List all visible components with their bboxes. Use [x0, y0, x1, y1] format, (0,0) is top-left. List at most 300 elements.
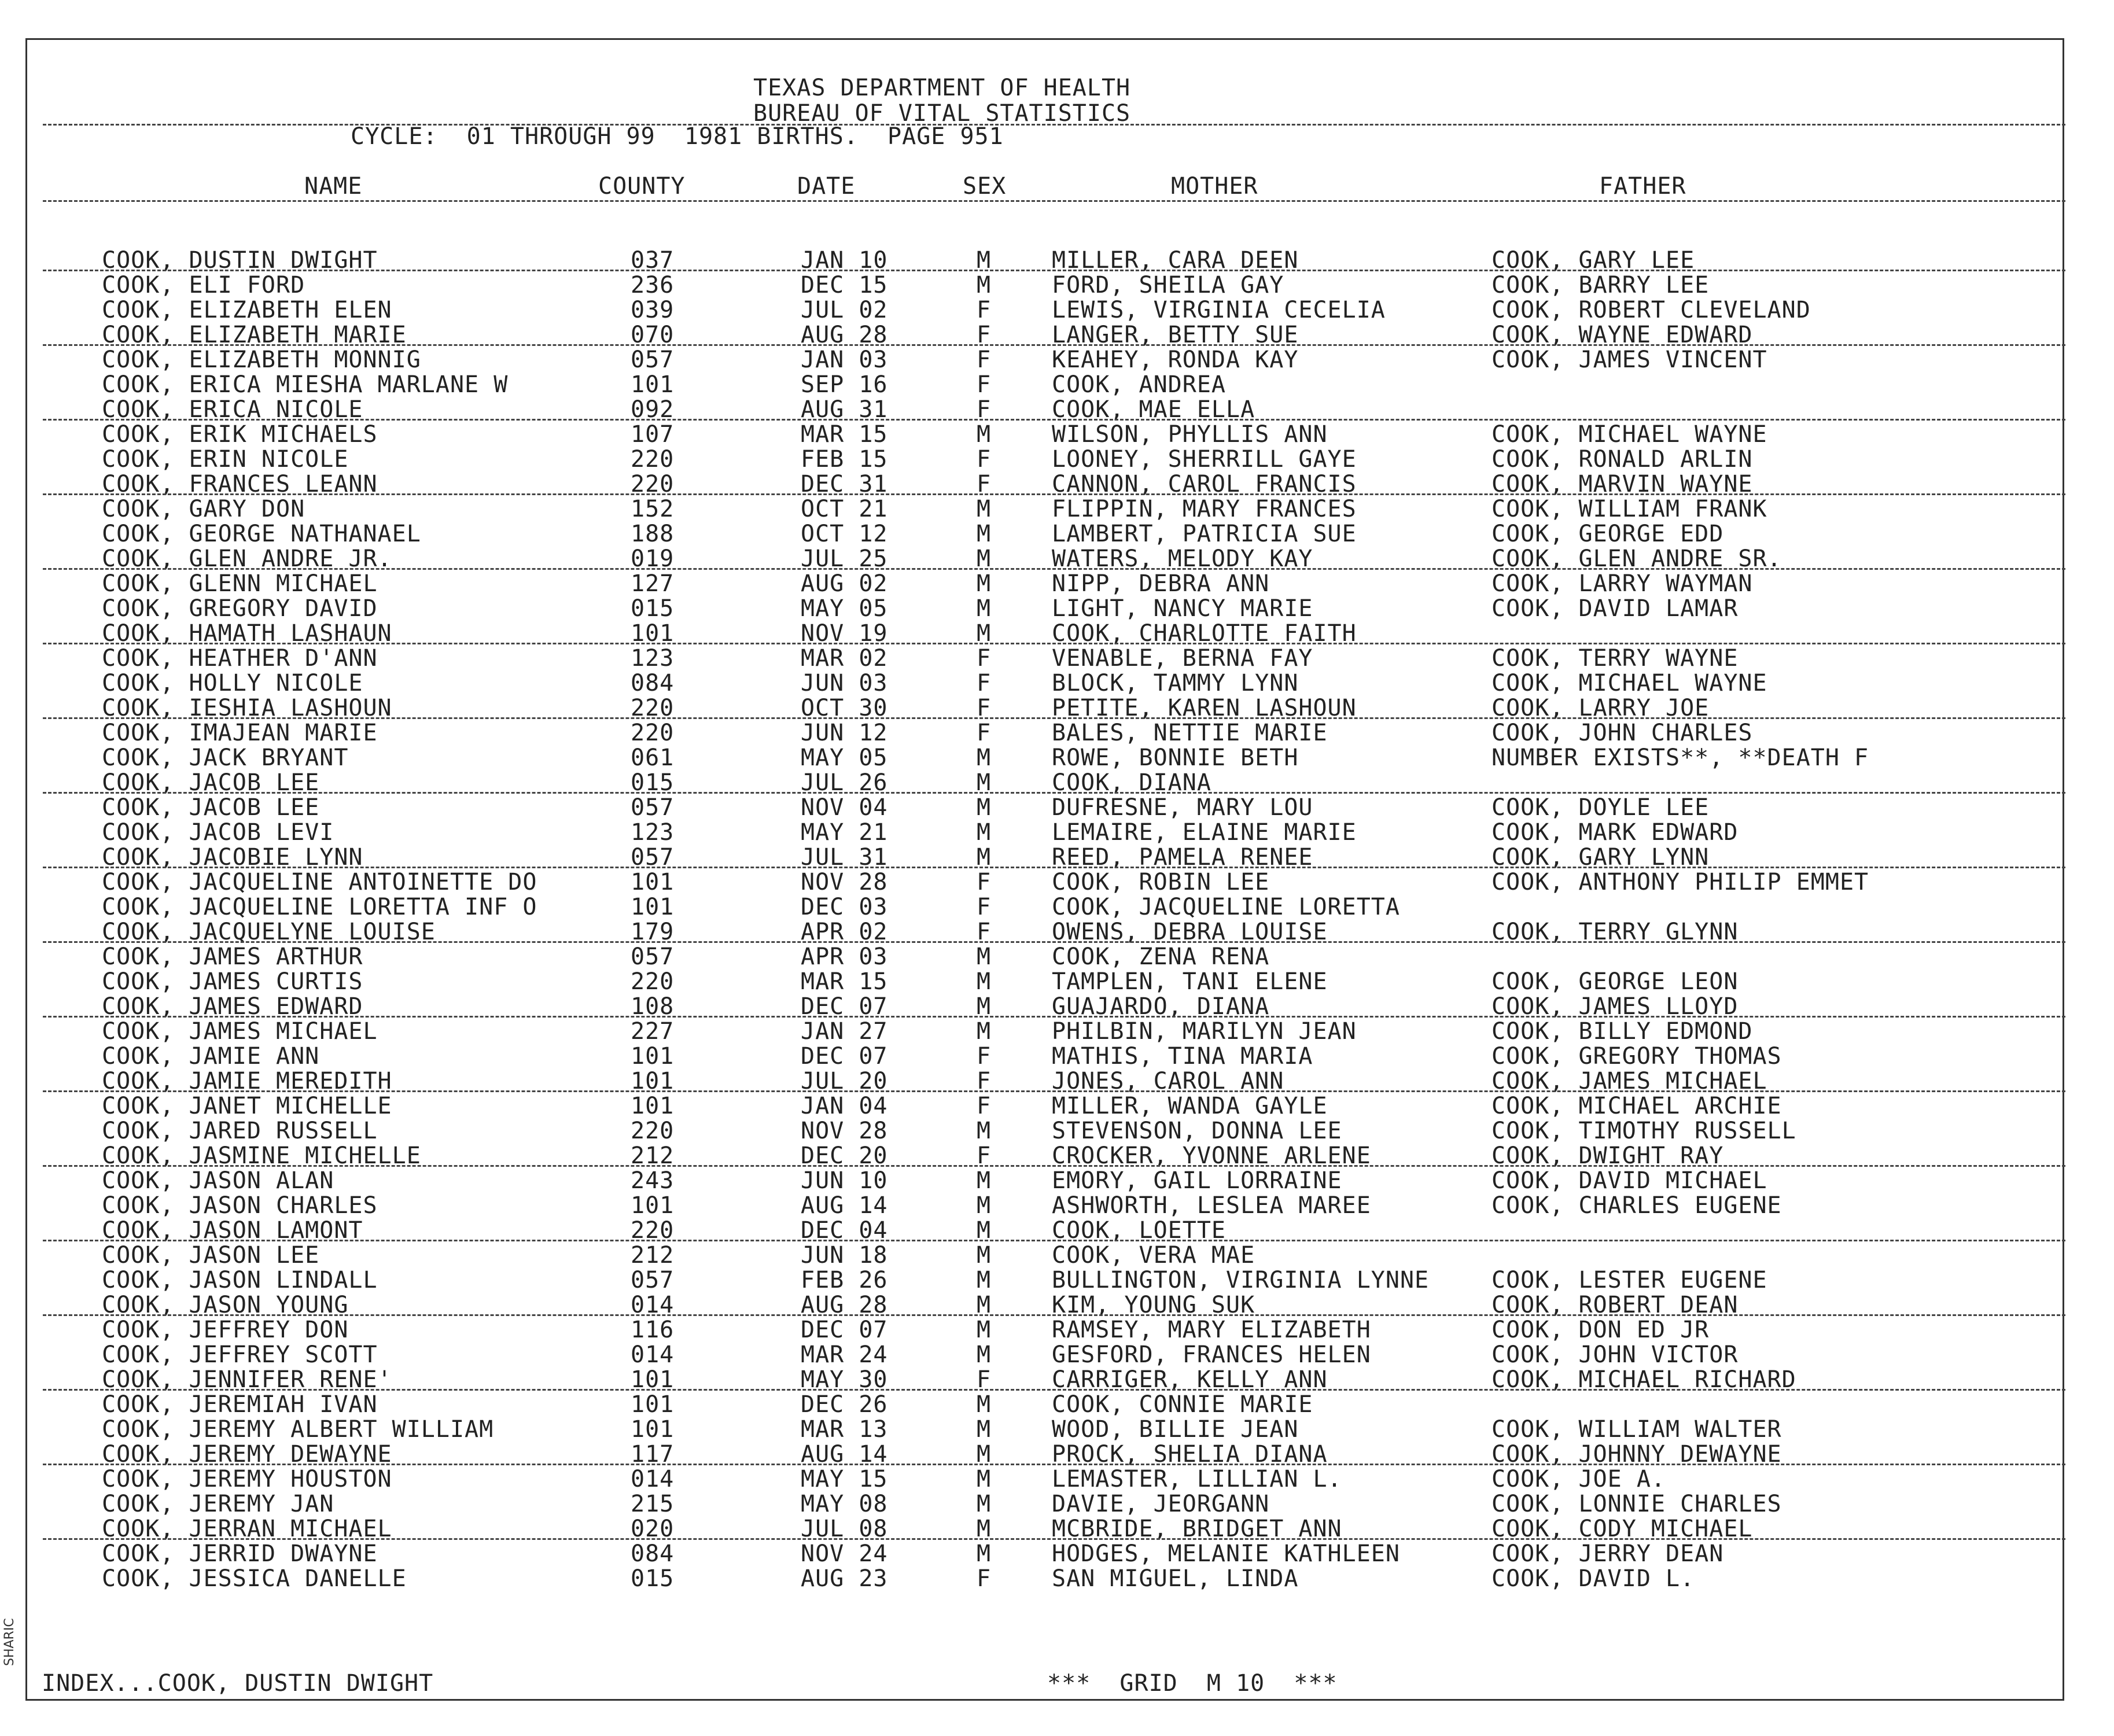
cell-county: 057: [631, 794, 675, 821]
cell-county: 101: [631, 1093, 675, 1119]
row-rule: [43, 1314, 2065, 1316]
cell-county: 101: [631, 1192, 675, 1219]
cell-name: COOK, JERRAN MICHAEL: [102, 1516, 392, 1542]
cell-sex: F: [977, 371, 992, 398]
table-row: [0, 397, 2114, 422]
cell-sex: M: [977, 769, 992, 796]
cell-name: COOK, GREGORY DAVID: [102, 595, 378, 622]
cell-mother: COOK, CHARLOTTE FAITH: [1052, 620, 1357, 647]
table-row: [0, 820, 2114, 845]
table-row: [0, 1044, 2114, 1068]
cell-name: COOK, HOLLY NICOLE: [102, 670, 363, 696]
cell-county: 070: [631, 322, 675, 348]
cell-father: COOK, ROBERT CLEVELAND: [1491, 297, 1811, 323]
cell-name: COOK, ELIZABETH MARIE: [102, 322, 407, 348]
cell-name: COOK, JASON LINDALL: [102, 1267, 378, 1293]
table-row: [0, 894, 2114, 919]
cell-mother: LIGHT, NANCY MARIE: [1052, 595, 1313, 622]
cell-mother: COOK, DIANA: [1052, 769, 1211, 796]
cell-sex: M: [977, 993, 992, 1020]
cell-name: COOK, JENNIFER RENE': [102, 1366, 392, 1393]
cell-mother: CANNON, CAROL FRANCIS: [1052, 471, 1357, 497]
cell-name: COOK, IESHIA LASHOUN: [102, 695, 392, 721]
cell-father: NUMBER EXISTS**, **DEATH F: [1491, 744, 1869, 771]
cell-mother: COOK, ANDREA: [1052, 371, 1226, 398]
cell-county: 101: [631, 869, 675, 895]
cell-date: JUN 10: [801, 1167, 888, 1194]
cell-county: 212: [631, 1242, 675, 1269]
cell-father: COOK, GREGORY THOMAS: [1491, 1043, 1782, 1070]
cell-name: COOK, JEREMIAH IVAN: [102, 1391, 378, 1418]
cell-sex: M: [977, 943, 992, 970]
cell-name: COOK, IMAJEAN MARIE: [102, 720, 378, 746]
header-agency: TEXAS DEPARTMENT OF HEALTH: [753, 75, 1131, 101]
cell-sex: F: [977, 297, 992, 323]
cell-county: 037: [631, 247, 675, 274]
cell-name: COOK, JAMES EDWARD: [102, 993, 363, 1020]
cell-name: COOK, JEFFREY SCOTT: [102, 1341, 378, 1368]
cell-mother: COOK, VERA MAE: [1052, 1242, 1255, 1269]
row-rule: [43, 717, 2065, 719]
table-row: [0, 720, 2114, 745]
cell-mother: REED, PAMELA RENEE: [1052, 844, 1313, 871]
cell-name: COOK, JAMES CURTIS: [102, 968, 363, 995]
cell-county: 015: [631, 595, 675, 622]
cell-county: 220: [631, 1118, 675, 1144]
cell-date: MAR 15: [801, 968, 888, 995]
cell-county: 061: [631, 744, 675, 771]
cell-father: COOK, JOE A.: [1491, 1466, 1666, 1492]
cell-date: DEC 20: [801, 1142, 888, 1169]
cell-name: COOK, JEREMY JAN: [102, 1491, 334, 1517]
cell-sex: M: [977, 1441, 992, 1468]
cell-county: 188: [631, 521, 675, 547]
cell-mother: LAMBERT, PATRICIA SUE: [1052, 521, 1357, 547]
cell-father: COOK, CODY MICHAEL: [1491, 1516, 1753, 1542]
cell-county: 015: [631, 769, 675, 796]
row-rule: [43, 1165, 2065, 1167]
cell-date: OCT 30: [801, 695, 888, 721]
cell-sex: F: [977, 1366, 992, 1393]
cell-county: 101: [631, 1068, 675, 1094]
cell-date: APR 03: [801, 943, 888, 970]
row-rule: [43, 1389, 2065, 1391]
table-row: [0, 1019, 2114, 1044]
cell-county: 117: [631, 1441, 675, 1468]
row-rule: [43, 270, 2065, 271]
cell-date: NOV 04: [801, 794, 888, 821]
cell-date: DEC 26: [801, 1391, 888, 1418]
cell-date: JAN 27: [801, 1018, 888, 1045]
cell-father: COOK, MARK EDWARD: [1491, 819, 1739, 846]
table-row: [0, 496, 2114, 521]
cell-name: COOK, ERICA NICOLE: [102, 396, 363, 423]
cell-sex: M: [977, 1540, 992, 1567]
cell-father: COOK, JAMES VINCENT: [1491, 347, 1767, 373]
cell-name: COOK, DUSTIN DWIGHT: [102, 247, 378, 274]
cell-county: 215: [631, 1491, 675, 1517]
cell-county: 152: [631, 496, 675, 522]
cell-date: SEP 16: [801, 371, 888, 398]
cell-mother: ASHWORTH, LESLEA MAREE: [1052, 1192, 1371, 1219]
table-row: [0, 1218, 2114, 1243]
row-rule: [43, 419, 2065, 421]
cell-mother: LEMASTER, LILLIAN L.: [1052, 1466, 1342, 1492]
cell-father: COOK, CHARLES EUGENE: [1491, 1192, 1782, 1219]
cell-father: COOK, ANTHONY PHILIP EMMET: [1491, 869, 1869, 895]
table-row: [0, 919, 2114, 944]
cell-name: COOK, JEREMY DEWAYNE: [102, 1441, 392, 1468]
cell-date: JUL 20: [801, 1068, 888, 1094]
cell-sex: M: [977, 1167, 992, 1194]
table-row: [0, 994, 2114, 1019]
cell-county: 101: [631, 1391, 675, 1418]
table-row: [0, 621, 2114, 646]
cell-name: COOK, JASON CHARLES: [102, 1192, 378, 1219]
table-row: [0, 546, 2114, 571]
cell-date: MAR 02: [801, 645, 888, 672]
table-row: [0, 248, 2114, 272]
cell-date: DEC 15: [801, 272, 888, 298]
cell-date: NOV 28: [801, 869, 888, 895]
cell-name: COOK, JASON YOUNG: [102, 1292, 349, 1318]
table-row: [0, 1466, 2114, 1491]
table-row: [0, 596, 2114, 621]
row-rule: [43, 568, 2065, 570]
cell-name: COOK, ELIZABETH MONNIG: [102, 347, 421, 373]
cell-county: 127: [631, 570, 675, 597]
cell-date: DEC 03: [801, 894, 888, 920]
cell-sex: F: [977, 695, 992, 721]
cell-father: COOK, ROBERT DEAN: [1491, 1292, 1739, 1318]
cell-father: COOK, LONNIE CHARLES: [1491, 1491, 1782, 1517]
cell-sex: M: [977, 620, 992, 647]
table-row: [0, 795, 2114, 820]
cell-mother: COOK, CONNIE MARIE: [1052, 1391, 1313, 1418]
column-header-date: DATE: [797, 173, 856, 200]
cell-father: COOK, GARY LEE: [1491, 247, 1695, 274]
cell-county: 107: [631, 421, 675, 448]
cell-sex: F: [977, 1068, 992, 1094]
cell-county: 179: [631, 919, 675, 945]
cell-mother: COOK, ROBIN LEE: [1052, 869, 1270, 895]
cell-date: JUN 03: [801, 670, 888, 696]
cell-father: COOK, BILLY EDMOND: [1491, 1018, 1753, 1045]
cell-mother: COOK, JACQUELINE LORETTA: [1052, 894, 1400, 920]
cell-sex: M: [977, 1466, 992, 1492]
table-row: [0, 347, 2114, 372]
cell-date: JUL 08: [801, 1516, 888, 1542]
cell-mother: DUFRESNE, MARY LOU: [1052, 794, 1313, 821]
cell-date: JUL 25: [801, 546, 888, 572]
cell-mother: PROCK, SHELIA DIANA: [1052, 1441, 1328, 1468]
cell-name: COOK, JANET MICHELLE: [102, 1093, 392, 1119]
row-rule: [43, 941, 2065, 943]
cell-father: COOK, WAYNE EDWARD: [1491, 322, 1753, 348]
table-row: [0, 1093, 2114, 1118]
cell-name: COOK, GARY DON: [102, 496, 305, 522]
cell-sex: F: [977, 446, 992, 473]
column-header-rule: [43, 200, 2065, 202]
table-row: [0, 1243, 2114, 1267]
table-row: [0, 1292, 2114, 1317]
cell-county: 057: [631, 1267, 675, 1293]
cell-sex: M: [977, 521, 992, 547]
cell-name: COOK, JACQUELINE ANTOINETTE DO: [102, 869, 537, 895]
cell-name: COOK, JEFFREY DON: [102, 1317, 349, 1343]
row-rule: [43, 493, 2065, 495]
cell-date: AUG 23: [801, 1565, 888, 1592]
cell-father: COOK, WILLIAM WALTER: [1491, 1416, 1782, 1443]
row-rule: [43, 792, 2065, 794]
cell-father: COOK, JAMES MICHAEL: [1491, 1068, 1767, 1094]
cell-date: FEB 15: [801, 446, 888, 473]
cell-name: COOK, JERRID DWAYNE: [102, 1540, 378, 1567]
cell-father: COOK, DON ED JR: [1491, 1317, 1710, 1343]
table-row: [0, 969, 2114, 994]
cell-name: COOK, JAMES MICHAEL: [102, 1018, 378, 1045]
cell-sex: F: [977, 322, 992, 348]
cell-mother: PETITE, KAREN LASHOUN: [1052, 695, 1357, 721]
cell-sex: F: [977, 919, 992, 945]
cell-mother: JONES, CAROL ANN: [1052, 1068, 1284, 1094]
cell-sex: M: [977, 794, 992, 821]
cell-name: COOK, JACOB LEVI: [102, 819, 334, 846]
cell-name: COOK, JEREMY HOUSTON: [102, 1466, 392, 1492]
cell-father: COOK, TERRY GLYNN: [1491, 919, 1739, 945]
cell-name: COOK, JASON LAMONT: [102, 1217, 363, 1244]
cell-date: AUG 28: [801, 1292, 888, 1318]
cell-date: JUL 26: [801, 769, 888, 796]
cell-county: 108: [631, 993, 675, 1020]
cell-father: COOK, LARRY JOE: [1491, 695, 1710, 721]
cell-mother: GESFORD, FRANCES HELEN: [1052, 1341, 1371, 1368]
cell-father: COOK, LARRY WAYMAN: [1491, 570, 1753, 597]
cell-father: COOK, JOHN VICTOR: [1491, 1341, 1739, 1368]
cell-father: COOK, TIMOTHY RUSSELL: [1491, 1118, 1796, 1144]
cell-county: 220: [631, 471, 675, 497]
cell-sex: M: [977, 1516, 992, 1542]
table-row: [0, 521, 2114, 546]
cell-mother: VENABLE, BERNA FAY: [1052, 645, 1313, 672]
cell-mother: COOK, ZENA RENA: [1052, 943, 1270, 970]
cell-sex: F: [977, 720, 992, 746]
cell-sex: M: [977, 247, 992, 274]
cell-sex: M: [977, 1192, 992, 1219]
column-header-sex: SEX: [963, 173, 1007, 200]
cell-date: DEC 07: [801, 1317, 888, 1343]
cell-county: 101: [631, 894, 675, 920]
footer-index: INDEX...COOK, DUSTIN DWIGHT: [42, 1670, 434, 1697]
cell-mother: OWENS, DEBRA LOUISE: [1052, 919, 1328, 945]
cell-sex: M: [977, 272, 992, 298]
table-row: [0, 1267, 2114, 1292]
cell-date: OCT 21: [801, 496, 888, 522]
cell-sex: F: [977, 894, 992, 920]
cell-county: 236: [631, 272, 675, 298]
cell-name: COOK, JACOB LEE: [102, 769, 320, 796]
table-row: [0, 1118, 2114, 1143]
cell-sex: M: [977, 595, 992, 622]
row-rule: [43, 643, 2065, 644]
cell-mother: LOONEY, SHERRILL GAYE: [1052, 446, 1357, 473]
cell-sex: M: [977, 1391, 992, 1418]
cell-date: AUG 28: [801, 322, 888, 348]
cell-sex: F: [977, 396, 992, 423]
cell-mother: EMORY, GAIL LORRAINE: [1052, 1167, 1342, 1194]
cell-county: 243: [631, 1167, 675, 1194]
cell-date: APR 02: [801, 919, 888, 945]
table-row: [0, 447, 2114, 471]
cell-father: COOK, MICHAEL ARCHIE: [1491, 1093, 1782, 1119]
row-rule: [43, 1538, 2065, 1540]
cell-date: MAY 21: [801, 819, 888, 846]
cell-county: 220: [631, 968, 675, 995]
cell-date: AUG 02: [801, 570, 888, 597]
cell-county: 220: [631, 720, 675, 746]
cell-mother: ROWE, BONNIE BETH: [1052, 744, 1299, 771]
cell-father: COOK, MICHAEL WAYNE: [1491, 670, 1767, 696]
table-row: [0, 1417, 2114, 1442]
cell-date: MAY 08: [801, 1491, 888, 1517]
cell-name: COOK, HEATHER D'ANN: [102, 645, 378, 672]
cell-name: COOK, JACQUELINE LORETTA INF O: [102, 894, 537, 920]
cell-sex: M: [977, 1217, 992, 1244]
cell-sex: F: [977, 1142, 992, 1169]
cell-father: COOK, MICHAEL RICHARD: [1491, 1366, 1796, 1393]
cell-sex: F: [977, 1565, 992, 1592]
cell-name: COOK, FRANCES LEANN: [102, 471, 378, 497]
cell-county: 014: [631, 1341, 675, 1368]
cell-father: COOK, JAMES LLOYD: [1491, 993, 1739, 1020]
cell-date: FEB 26: [801, 1267, 888, 1293]
header-cycle: CYCLE: 01 THROUGH 99 1981 BIRTHS. PAGE 951: [351, 123, 1004, 150]
cell-sex: M: [977, 844, 992, 871]
cell-father: COOK, DOYLE LEE: [1491, 794, 1710, 821]
cell-date: JUL 31: [801, 844, 888, 871]
cell-mother: MATHIS, TINA MARIA: [1052, 1043, 1313, 1070]
cell-date: JAN 03: [801, 347, 888, 373]
cell-name: COOK, ERIK MICHAELS: [102, 421, 378, 448]
cell-mother: LEMAIRE, ELAINE MARIE: [1052, 819, 1357, 846]
cell-name: COOK, JEREMY ALBERT WILLIAM: [102, 1416, 494, 1443]
cell-mother: COOK, MAE ELLA: [1052, 396, 1255, 423]
table-row: [0, 1566, 2114, 1591]
cell-father: COOK, DWIGHT RAY: [1491, 1142, 1724, 1169]
cell-mother: TAMPLEN, TANI ELENE: [1052, 968, 1328, 995]
cell-name: COOK, ELIZABETH ELEN: [102, 297, 392, 323]
cell-sex: M: [977, 1118, 992, 1144]
cell-county: 101: [631, 620, 675, 647]
cell-father: COOK, MICHAEL WAYNE: [1491, 421, 1767, 448]
cell-sex: M: [977, 1317, 992, 1343]
cell-mother: MILLER, WANDA GAYLE: [1052, 1093, 1328, 1119]
cell-name: COOK, HAMATH LASHAUN: [102, 620, 392, 647]
cell-mother: WOOD, BILLIE JEAN: [1052, 1416, 1299, 1443]
cell-date: MAR 24: [801, 1341, 888, 1368]
cell-date: MAR 13: [801, 1416, 888, 1443]
cell-father: COOK, JERRY DEAN: [1491, 1540, 1724, 1567]
cell-county: 123: [631, 645, 675, 672]
table-row: [0, 670, 2114, 695]
cell-date: JUN 12: [801, 720, 888, 746]
cell-sex: F: [977, 869, 992, 895]
cell-name: COOK, ELI FORD: [102, 272, 305, 298]
cell-sex: M: [977, 1416, 992, 1443]
cell-county: 057: [631, 943, 675, 970]
footer-grid: *** GRID M 10 ***: [1047, 1670, 1338, 1697]
cell-mother: FLIPPIN, MARY FRANCES: [1052, 496, 1357, 522]
cell-name: COOK, JARED RUSSELL: [102, 1118, 378, 1144]
cell-name: COOK, JASON ALAN: [102, 1167, 334, 1194]
table-row: [0, 322, 2114, 347]
table-row: [0, 1541, 2114, 1566]
cell-sex: F: [977, 670, 992, 696]
table-row: [0, 1342, 2114, 1367]
cell-county: 084: [631, 670, 675, 696]
cell-name: COOK, JASON LEE: [102, 1242, 320, 1269]
cell-date: NOV 24: [801, 1540, 888, 1567]
cell-sex: M: [977, 1491, 992, 1517]
column-header-mother: MOTHER: [1171, 173, 1258, 200]
cell-mother: PHILBIN, MARILYN JEAN: [1052, 1018, 1357, 1045]
table-row: [0, 869, 2114, 894]
cell-name: COOK, GEORGE NATHANAEL: [102, 521, 421, 547]
cell-father: COOK, DAVID MICHAEL: [1491, 1167, 1767, 1194]
table-row: [0, 1193, 2114, 1218]
row-rule: [43, 1090, 2065, 1092]
cell-father: COOK, GEORGE LEON: [1491, 968, 1739, 995]
table-row: [0, 1442, 2114, 1466]
table-row: [0, 1491, 2114, 1516]
cell-county: 212: [631, 1142, 675, 1169]
table-row: [0, 646, 2114, 670]
cell-county: 116: [631, 1317, 675, 1343]
cell-father: COOK, MARVIN WAYNE: [1491, 471, 1753, 497]
cell-date: MAY 30: [801, 1366, 888, 1393]
cell-father: COOK, TERRY WAYNE: [1491, 645, 1739, 672]
cell-mother: COOK, LOETTE: [1052, 1217, 1226, 1244]
cell-sex: M: [977, 546, 992, 572]
cell-name: COOK, JAMIE ANN: [102, 1043, 320, 1070]
cell-father: COOK, JOHN CHARLES: [1491, 720, 1753, 746]
column-header-name: NAME: [304, 173, 363, 200]
cell-date: NOV 28: [801, 1118, 888, 1144]
cell-father: COOK, WILLIAM FRANK: [1491, 496, 1767, 522]
cell-sex: M: [977, 1267, 992, 1293]
cell-mother: MILLER, CARA DEEN: [1052, 247, 1299, 274]
table-row: [0, 1068, 2114, 1093]
cell-mother: MCBRIDE, BRIDGET ANN: [1052, 1516, 1342, 1542]
cell-mother: CROCKER, YVONNE ARLENE: [1052, 1142, 1371, 1169]
cell-county: 057: [631, 844, 675, 871]
cell-father: COOK, GLEN ANDRE SR.: [1491, 546, 1782, 572]
cell-mother: WILSON, PHYLLIS ANN: [1052, 421, 1328, 448]
cell-name: COOK, GLENN MICHAEL: [102, 570, 378, 597]
cell-mother: BLOCK, TAMMY LYNN: [1052, 670, 1299, 696]
cell-county: 039: [631, 297, 675, 323]
cell-date: JAN 10: [801, 247, 888, 274]
cell-sex: M: [977, 421, 992, 448]
cell-sex: M: [977, 1341, 992, 1368]
cell-county: 101: [631, 1366, 675, 1393]
table-row: [0, 745, 2114, 770]
cell-date: NOV 19: [801, 620, 888, 647]
cell-father: COOK, RONALD ARLIN: [1491, 446, 1753, 473]
cell-mother: NIPP, DEBRA ANN: [1052, 570, 1270, 597]
cell-name: COOK, JACK BRYANT: [102, 744, 349, 771]
cell-mother: HODGES, MELANIE KATHLEEN: [1052, 1540, 1400, 1567]
